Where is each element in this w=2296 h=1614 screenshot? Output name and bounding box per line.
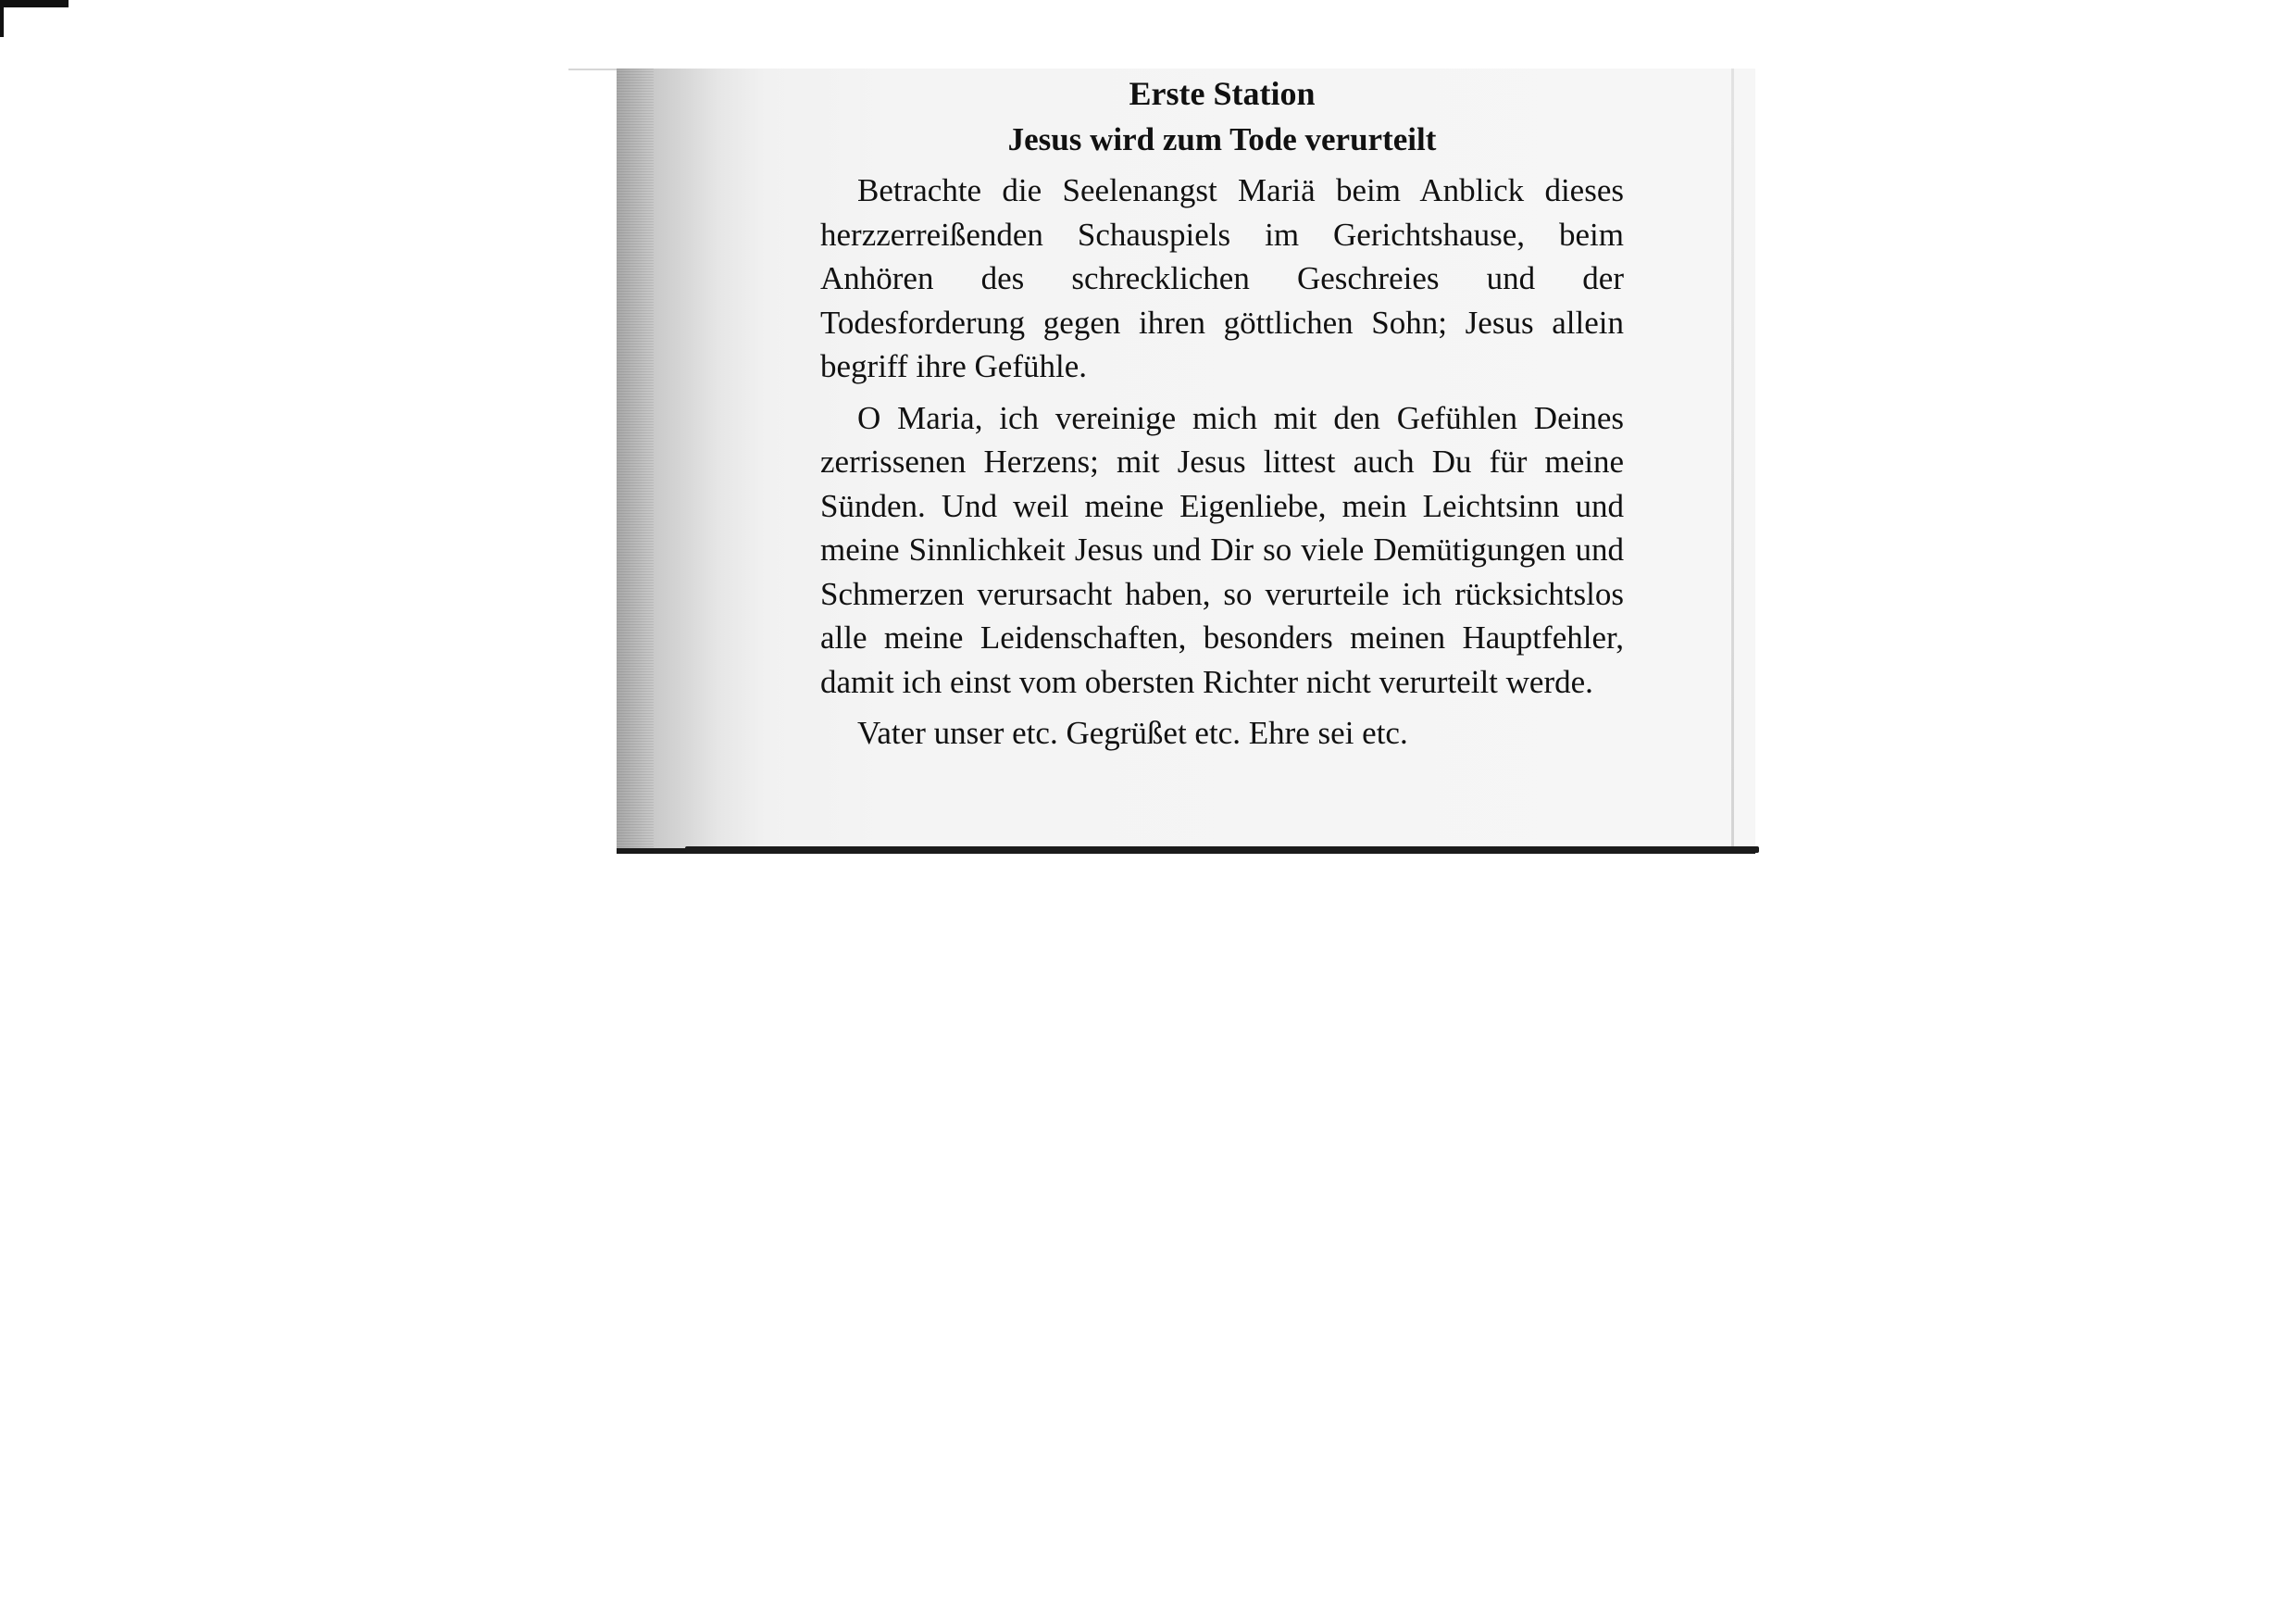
station-title: Erste Station xyxy=(1129,75,1316,112)
closing-prayers: Vater unser etc. Gegrüßet etc. Ehre sei etc. xyxy=(857,715,1408,751)
scan-corner-mark xyxy=(0,0,69,7)
page-right-edge xyxy=(1731,69,1734,846)
page-bottom-rule xyxy=(685,846,1759,853)
meditation-paragraph: Betrachte die Seelenangst Mariä beim Anblick dieses herzzerreißenden Schauspiels im Gerichtshause, beim Anhören des schrecklichen Geschreies und der Todesforderung gegen ihren göttlichen Sohn; Jesus allein begriff ihre Gefühle. xyxy=(820,172,1624,384)
prayer-paragraph: O Maria, ich vereinige mich mit den Gefühlen Deines zerrissenen Herzens; mit Jesus littest auch Du für meine Sünden. Und weil meine Eigenliebe, mein Leichtsinn und meine Sinnlichkeit Jesus und Dir so viele Demütigungen und Schmerzen verursacht haben, so verurteile ich rücksichtslos alle meine Leidenschaften, besonders meinen Hauptfehler, damit ich einst vom obersten Richter nicht verurteilt werde. xyxy=(820,399,1624,700)
station-subtitle: Jesus wird zum Tode verurteilt xyxy=(1007,121,1437,157)
scan-corner-mark-vertical xyxy=(0,0,4,37)
text-block xyxy=(820,70,1624,763)
